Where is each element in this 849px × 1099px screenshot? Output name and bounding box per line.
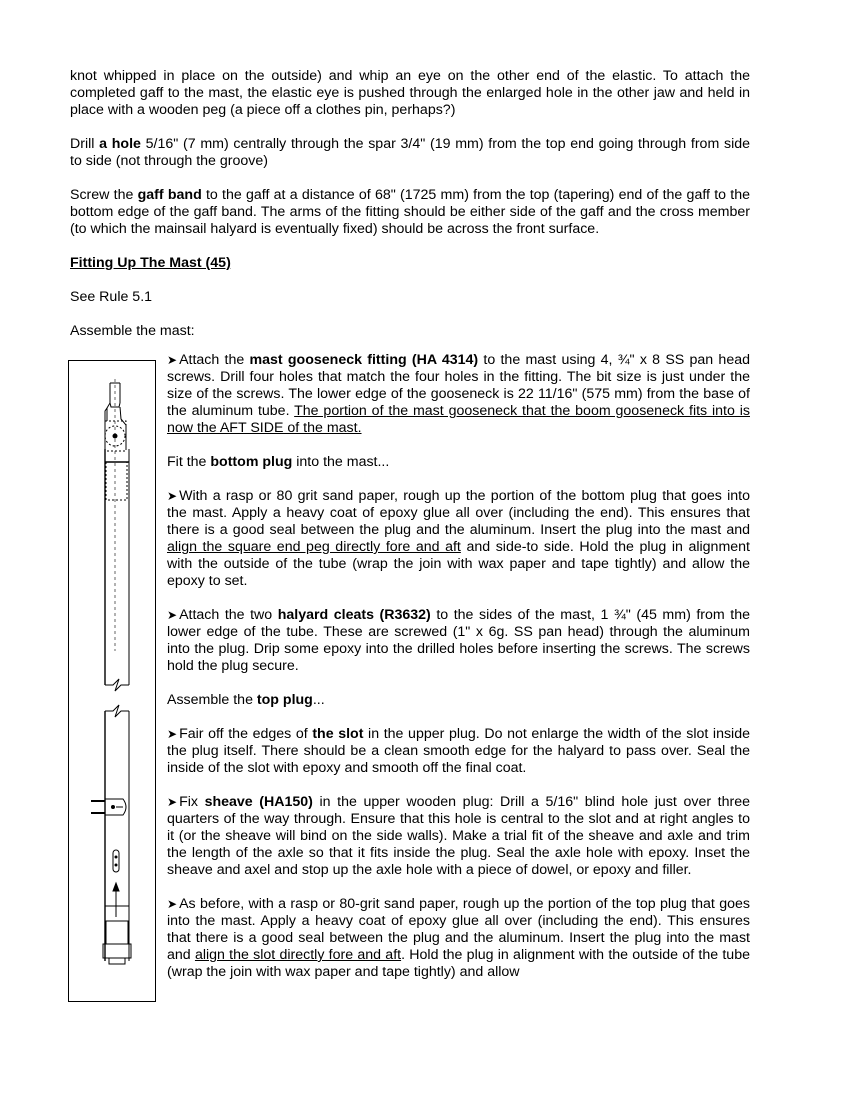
text-run: knot whipped in place on the outside) and whip an eye on the other end of the elastic. To attach the completed gaff to the mast, the elastic eye is pushed through the enlarged hole in the other jaw and held in place with a wooden peg (a piece off a clothes pin, perhaps?) bbox=[70, 68, 750, 118]
text-run: Screw the bbox=[70, 187, 138, 203]
text-run: ... bbox=[312, 692, 325, 708]
text-run: Attach the bbox=[179, 352, 250, 368]
assembly-section bbox=[70, 352, 750, 981]
paragraph bbox=[70, 68, 750, 119]
mast-diagram-icon bbox=[69, 361, 157, 1003]
arrow-bullet-icon: ➤ bbox=[167, 727, 178, 741]
underlined-text: The portion of the mast gooseneck that the boom gooseneck fits into is now the AFT SIDE of the mast. bbox=[167, 403, 750, 436]
bold-term: gaff band bbox=[137, 187, 202, 203]
bullet-step bbox=[167, 726, 750, 777]
arrow-bullet-icon: ➤ bbox=[167, 608, 178, 622]
arrow-bullet-icon: ➤ bbox=[167, 353, 178, 367]
mast-figure bbox=[68, 360, 156, 1002]
underlined-text: align the square end peg directly fore and aft bbox=[167, 539, 461, 555]
document-page bbox=[70, 68, 750, 998]
bullet-step bbox=[167, 896, 750, 981]
text-run: to the mast using 4, ¾" x 8 SS pan head screws. Drill four holes that match the four holes in the fitting. The bit size is just under the size of the screws. The lower edge of the gooseneck is 22 11/16" (575 mm) from the base of the aluminum tube. bbox=[167, 352, 750, 419]
arrow-bullet-icon: ➤ bbox=[167, 897, 178, 911]
text-run: in the upper wooden plug: Drill a 5/16" blind hole just over three quarters of the way through. Ensure that this hole is central to the slot and at right angles to it (or the sheave will bind on the side walls). Make a trial fit of the sheave and axle and trim the length of the axle so that it fits inside the plug. Seal the axle hole with epoxy. Inset the sheave and axel and stop up the axle hole with a piece of dowel, or epoxy and filler. bbox=[167, 794, 750, 878]
section-heading: Fitting Up The Mast (45) bbox=[70, 255, 231, 271]
step-subheading bbox=[167, 692, 750, 709]
underlined-text: align the slot directly fore and aft bbox=[194, 947, 402, 963]
arrow-bullet-icon: ➤ bbox=[167, 489, 178, 503]
step-subheading bbox=[167, 454, 750, 471]
text-run: Assemble the bbox=[167, 692, 257, 708]
assemble-intro: Assemble the mast: bbox=[70, 323, 195, 339]
text-run: As before, with a rasp or 80-grit sand paper, rough up the portion of the top plug that goes into the mast. Apply a heavy coat of epoxy glue all over (including the end). This ensures that there is a good seal between the plug and the aluminum. Insert the plug into the mast and bbox=[167, 896, 750, 963]
bullet-step bbox=[167, 607, 750, 675]
text-run: Fit the bbox=[167, 454, 211, 470]
bullet-step bbox=[167, 352, 750, 437]
bold-term: a hole bbox=[99, 136, 141, 152]
text-run: and side-to side. Hold the plug in alignment with the outside of the tube (wrap the join with wax paper and tape tightly) and allow the epoxy to set. bbox=[167, 539, 750, 589]
text-run: to the sides of the mast, 1 ¾" (45 mm) from the lower edge of the tube. These are screwed (1" x 6g. SS pan head) through the aluminum into the plug. Drip some epoxy into the drilled holes before inserting the screws. The screws hold the plug secure. bbox=[167, 607, 750, 674]
text-run: . Hold the plug in alignment with the outside of the tube (wrap the join with wax paper and tape tightly) and allow bbox=[167, 947, 750, 980]
paragraph bbox=[70, 136, 750, 170]
paragraph bbox=[70, 187, 750, 238]
text-run: 5/16" (7 mm) centrally through the spar 3/4" (19 mm) from the top end going through from side to side (not through the groove) bbox=[70, 136, 750, 169]
bullet-step bbox=[167, 488, 750, 590]
text-run: With a rasp or 80 grit sand paper, rough up the portion of the bottom plug that goes into the mast. Apply a heavy coat of epoxy glue all over (including the end). This ensures that there is a good seal between the plug and the aluminum. Insert the plug into the mast and bbox=[167, 488, 750, 538]
bold-term: bottom plug bbox=[210, 454, 293, 470]
bullet-step bbox=[167, 794, 750, 879]
intro-paragraphs bbox=[70, 68, 750, 238]
text-run: into the mast... bbox=[292, 454, 390, 470]
text-run: to the gaff at a distance of 68" (1725 mm) from the top (tapering) end of the gaff to the bottom edge of the gaff band. The arms of the fitting should be either side of the gaff and the cross member (to which the mainsail halyard is eventually fixed) should be across the front surface. bbox=[70, 187, 750, 237]
text-run: Attach the two bbox=[179, 607, 278, 623]
bold-term: sheave (HA150) bbox=[204, 794, 313, 810]
text-run: Fix bbox=[179, 794, 205, 810]
text-run: Drill bbox=[70, 136, 100, 152]
text-run: in the upper plug. Do not enlarge the width of the slot inside the plug itself. There should be a clean smooth edge for the halyard to pass over. Seal the inside of the slot with epoxy and smooth off the final coat. bbox=[167, 726, 750, 776]
arrow-bullet-icon: ➤ bbox=[167, 795, 178, 809]
bold-term: the slot bbox=[312, 726, 364, 742]
text-run: Fair off the edges of bbox=[179, 726, 313, 742]
see-rule-text: See Rule 5.1 bbox=[70, 289, 153, 305]
bold-term: top plug bbox=[256, 692, 313, 708]
bold-term: halyard cleats (R3632) bbox=[277, 607, 431, 623]
assembly-steps bbox=[167, 352, 750, 981]
bold-term: mast gooseneck fitting (HA 4314) bbox=[249, 352, 479, 368]
